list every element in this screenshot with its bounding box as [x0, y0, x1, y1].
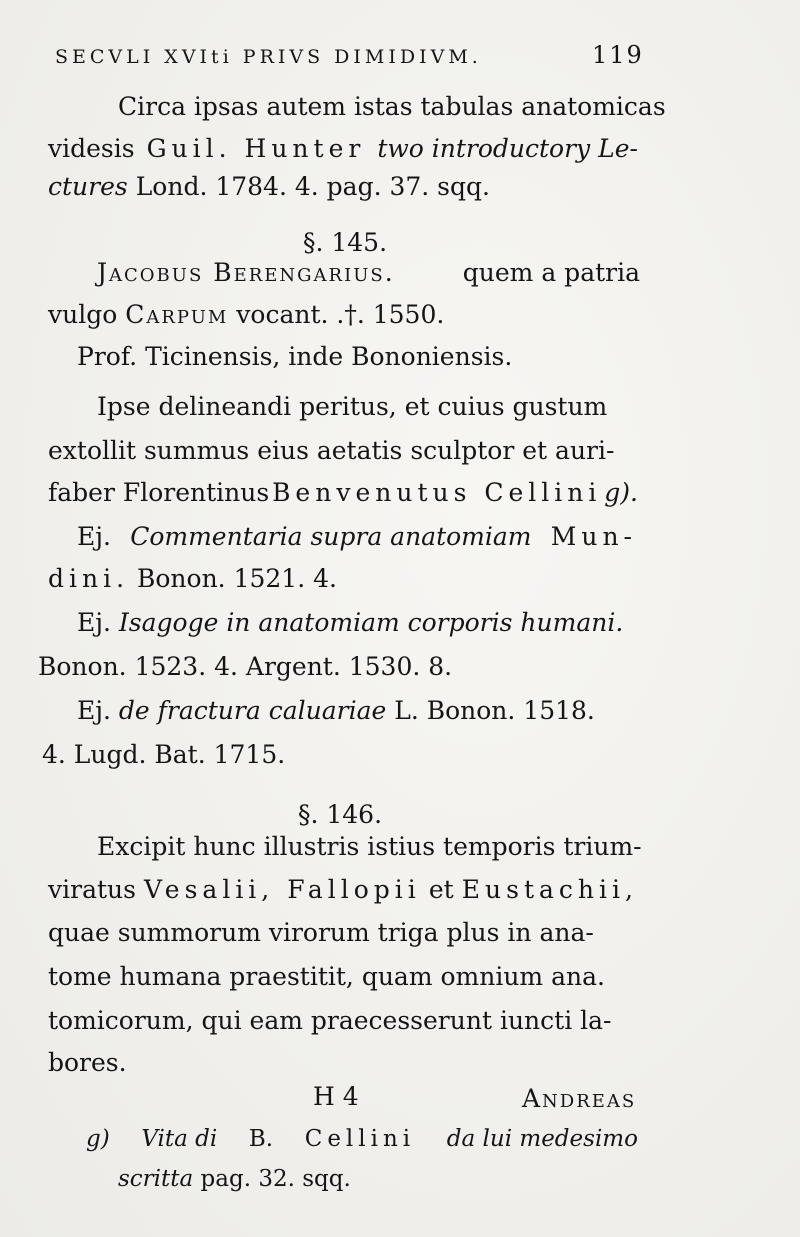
author-name: dini.	[48, 564, 130, 593]
author-name: Vesalii, Fallopii	[144, 875, 421, 904]
section-heading: §. 146.	[297, 800, 383, 829]
text-line: Prof. Ticinensis, inde Bononiensis.	[77, 342, 513, 371]
author-name: Benvenutus Cellini	[272, 478, 602, 507]
footnote-line	[86, 1124, 638, 1154]
text-span: videsis	[48, 134, 135, 163]
text-line: Circa ipsas autem istas tabulas anatomicas	[118, 92, 666, 121]
text-line	[48, 134, 638, 164]
footnote-line	[118, 1164, 351, 1194]
text-line	[77, 696, 595, 726]
text-line: extollit summus eius aetatis sculptor et auri-	[48, 436, 615, 465]
work-title: scritta	[118, 1166, 194, 1192]
author-name: Mun-	[550, 522, 637, 551]
text-line	[77, 608, 623, 638]
text-line: Ipse delineandi peritus, et cuius gustum	[97, 392, 608, 421]
text-line	[48, 300, 444, 330]
section-heading: §. 145.	[302, 228, 388, 257]
text-line: tome humana praestitit, quam omnium ana.	[48, 962, 605, 991]
text-span: Ej.	[77, 608, 111, 637]
text-line	[77, 522, 637, 552]
work-title: Commentaria supra anatomiam	[130, 522, 532, 551]
author-name: Carpum	[125, 300, 229, 329]
text-span: et	[428, 875, 454, 904]
text-span: vocant. .†. 1550.	[236, 300, 445, 329]
text-line	[48, 875, 638, 905]
author-name: Jacobus Berengarius.	[97, 258, 395, 287]
text-line	[48, 172, 490, 202]
text-span: viratus	[48, 875, 136, 904]
text-line	[48, 564, 337, 594]
text-span: faber Florentinus	[48, 478, 270, 507]
text-line: Bonon. 1523. 4. Argent. 1530. 8.	[38, 652, 453, 681]
text-span: L. Bonon. 1518.	[394, 696, 595, 725]
page-number: 119	[592, 41, 644, 69]
text-line	[48, 478, 638, 508]
catchword: Andreas	[522, 1084, 637, 1113]
text-span: Ej.	[77, 696, 111, 725]
work-title: Vita di	[141, 1126, 218, 1152]
text-line: tomicorum, qui eam praecesserunt iuncti la-	[48, 1006, 612, 1035]
author-name: Guil. Hunter	[146, 134, 366, 163]
work-title: two introductory Le-	[377, 134, 638, 163]
running-title: SECVLI XVIti PRIVS DIMIDIVM.	[55, 46, 482, 68]
text-span: Ej.	[77, 522, 111, 551]
work-title: ctures	[48, 172, 128, 201]
work-title: da lui medesimo	[446, 1126, 638, 1152]
author-name: Cellini	[304, 1126, 416, 1152]
text-span: B.	[248, 1126, 274, 1152]
work-title: Isagoge in anatomiam corporis humani.	[118, 608, 624, 637]
text-line	[97, 258, 640, 288]
text-line: bores.	[48, 1048, 127, 1077]
work-title: de fractura caluariae	[118, 696, 387, 725]
signature-mark: H 4	[313, 1082, 359, 1111]
text-span: Lond. 1784. 4. pag. 37. sqq.	[135, 172, 490, 201]
footnote-ref: g).	[604, 478, 638, 507]
text-span: Bonon. 1521. 4.	[137, 564, 337, 593]
text-line: Excipit hunc illustris istius temporis trium-	[97, 832, 642, 861]
text-span: pag. 32. sqq.	[200, 1166, 351, 1192]
text-line: 4. Lugd. Bat. 1715.	[42, 740, 286, 769]
author-name: Eustachii,	[461, 875, 638, 904]
text-line: quae summorum virorum triga plus in ana-	[48, 918, 594, 947]
text-span: vulgo	[48, 300, 118, 329]
text-span: quem a patria	[462, 258, 640, 287]
footnote-marker: g)	[86, 1126, 110, 1152]
